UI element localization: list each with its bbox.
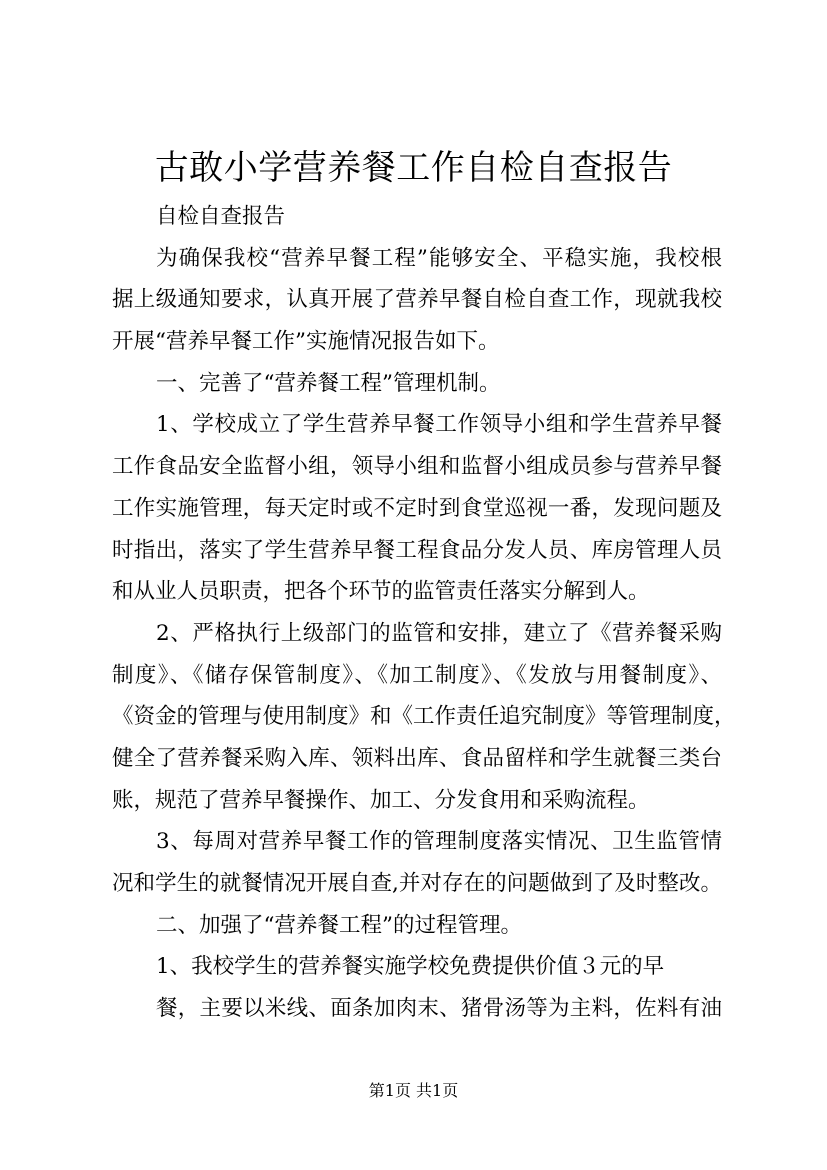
text-line: 2、严格执行上级部门的监管和安排，建立了《营养餐采购 xyxy=(156,620,722,646)
text-line: 账，规范了营养早餐操作、加工、分发食用和采购流程。 xyxy=(112,787,650,813)
text-line: 工作实施管理，每天定时或不定时到食堂巡视一番，发现问题及 xyxy=(112,495,722,521)
document-body xyxy=(112,196,736,1030)
text-line: 时指出，落实了学生营养早餐工程食品分发人员、库房管理人员 xyxy=(112,537,722,563)
text-line: 为确保我校“营养早餐工程”能够安全、平稳实施，我校根 xyxy=(156,245,722,271)
page-footer: 第1页 共1页 xyxy=(368,1081,459,1100)
document-title: 古敢小学营养餐工作自检自查报告 xyxy=(154,148,673,188)
text-line: 自检自查报告 xyxy=(156,204,286,229)
text-line: 二、加强了“营养餐工程”的过程管理。 xyxy=(156,912,522,938)
text-line: 和从业人员职责，把各个环节的监管责任落实分解到人。 xyxy=(112,579,650,605)
text-line: 3、每周对营养早餐工作的管理制度落实情况、卫生监管情 xyxy=(156,829,722,855)
text-line: 1、学校成立了学生营养早餐工作领导小组和学生营养早餐 xyxy=(156,412,722,438)
text-line: 餐，主要以米线、面条加肉末、猪骨汤等为主料，佐料有油 xyxy=(156,996,722,1022)
text-line: 1、我校学生的营养餐实施学校免费提供价值３元的早 xyxy=(156,954,665,980)
text-line: 据上级通知要求，认真开展了营养早餐自检自查工作，现就我校 xyxy=(112,287,722,313)
text-line: 《资金的管理与使用制度》和《工作责任追究制度》等管理制度， xyxy=(112,704,736,730)
text-line: 开展“营养早餐工作”实施情况报告如下。 xyxy=(112,329,500,355)
text-line: 一、完善了“营养餐工程”管理机制。 xyxy=(156,370,501,396)
text-line: 况和学生的就餐情况开展自查,并对存在的问题做到了及时整改。 xyxy=(112,871,722,896)
text-line: 工作食品安全监督小组，领导小组和监督小组成员参与营养早餐 xyxy=(112,454,722,480)
text-line: 健全了营养餐采购入库、领料出库、食品留样和学生就餐三类台 xyxy=(112,745,722,771)
text-line: 制度》、《储存保管制度》、《加工制度》、《发放与用餐制度》、 xyxy=(112,662,722,688)
